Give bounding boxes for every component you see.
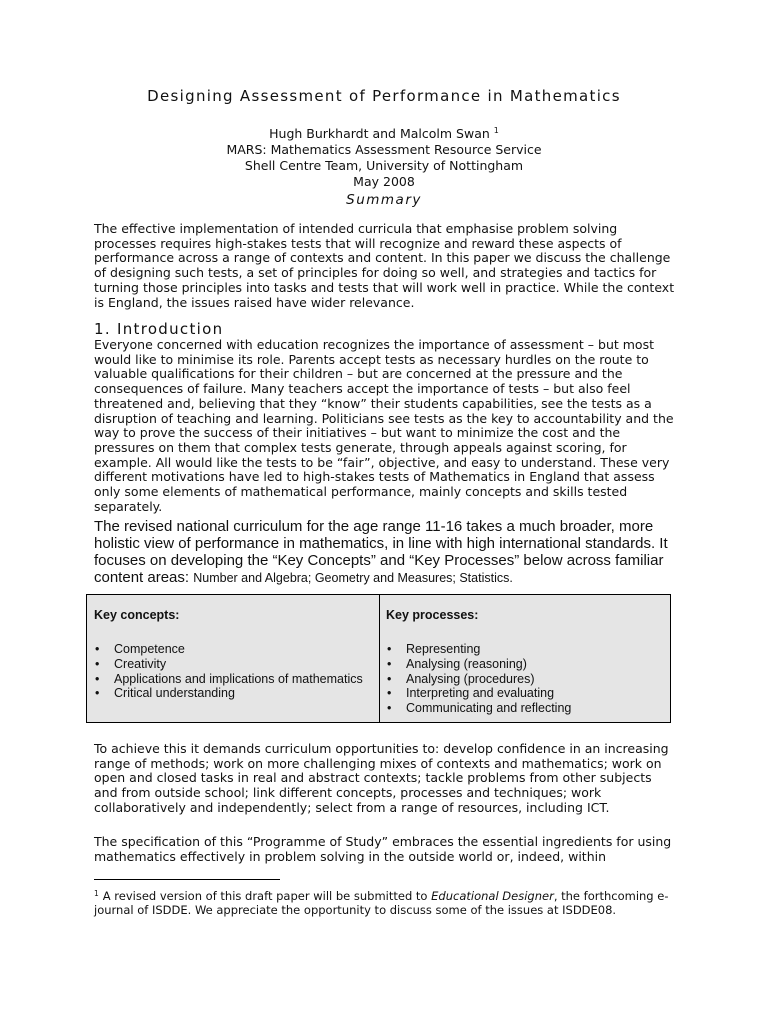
footnote-text-after: , the forthcoming e-journal of ISDDE. We appreciate the opportunity to discuss some of the issues at ISDDE08. [94,889,669,917]
author-names: Hugh Burkhardt and Malcolm Swan [269,126,490,141]
key-concept-item: • Creativity [94,657,363,672]
programme-of-study-paragraph: The specification of this “Programme of Study” embraces the essential ingredients for using mathematics effectively in problem solving in the outside world or, indeed, within [94,834,672,864]
footnote-text-before: A revised version of this draft paper will be submitted to [102,889,432,903]
author-line [0,123,768,142]
key-processes-heading: Key processes: [386,608,479,622]
key-concepts-column [94,608,363,701]
key-concept-item: • Critical understanding [94,686,363,701]
key-process-item: • Interpreting and evaluating [386,686,571,701]
summary-paragraph: The effective implementation of intended curricula that emphasise problem solving processes requires high-stakes tests that will recognize and reward these aspects of performance across a range of contexts and content. In this paper we discuss the challenge of designing such tests, a set of principles for doing so well, and strategies and tactics for turning those principles into tasks and tests that will work well in practice. While the context is England, the issues raised have wider relevance. [94,221,675,310]
introduction-heading: 1. Introduction [94,320,224,338]
footnote-marker: 1 [94,889,99,898]
footnote-divider [94,879,280,880]
key-concepts-heading: Key concepts: [94,608,180,622]
summary-heading: Summary [346,192,422,208]
introduction-paragraph-2 [94,518,684,587]
key-processes-column [386,608,571,716]
document-title: Designing Assessment of Performance in Mathematics [147,87,621,105]
introduction-paragraph-1: Everyone concerned with education recognizes the importance of assessment – but most would like to minimise its role. Parents accept tests as necessary hurdles on the route to valuable qualifications for their children – but are concerned at the pressure and the consequences of failure. Many teachers accept the importance of tests – but also feel threatened and, believing that they “know” their students capabilities, see the tests as a disruption of teaching and learning. Politicians see tests as the key to accountability and the way to prove the success of their initiatives – but want to minimize the cost and the pressures on them that complex tests generate, through appeals against scoring, for example. All would like the tests to be “fair”, objective, and easy to understand. These very different motivations have led to high-stakes tests of Mathematics in England that assess only some elements of mathematical performance, mainly concepts and skills tested separately. [94,337,674,514]
key-concept-item: • Applications and implications of mathematics [94,672,363,687]
key-process-item: • Analysing (procedures) [386,672,571,687]
affiliation-line-1: MARS: Mathematics Assessment Resource Service [226,142,542,157]
key-concept-item: • Competence [94,642,363,657]
footnote [94,887,684,917]
document-date: May 2008 [353,174,415,189]
introduction-paragraph-2-text: The revised national curriculum for the age range 11-16 takes a much broader, more holistic view of performance in mathematics, in line with high international standards. It focuses on developing the “Key Concepts” and “Key Processes” below across familiar content areas: [94,518,668,586]
key-process-item: • Analysing (reasoning) [386,657,571,672]
key-concepts-processes-table [86,594,671,723]
affiliation-line-2: Shell Centre Team, University of Nottingham [244,158,524,173]
author-block [0,123,768,190]
content-areas-text: Number and Algebra; Geometry and Measures; Statistics. [193,571,513,585]
author-footnote-marker: 1 [493,126,499,135]
key-processes-list [386,642,571,716]
key-process-item: • Communicating and reflecting [386,701,571,716]
footnote-journal-name: Educational Designer [431,889,554,903]
key-concepts-list [94,642,363,701]
table-column-divider [379,595,380,722]
curriculum-opportunities-paragraph: To achieve this it demands curriculum opportunities to: develop confidence in an increasing range of methods; work on more challenging mixes of contexts and mathematics; work on open and closed tasks in real and abstract contexts; tackle problems from other subjects and from outside school; link different concepts, processes and techniques; work collaboratively and independently; select from a range of resources, including ICT. [94,741,669,815]
key-process-item: • Representing [386,642,571,657]
